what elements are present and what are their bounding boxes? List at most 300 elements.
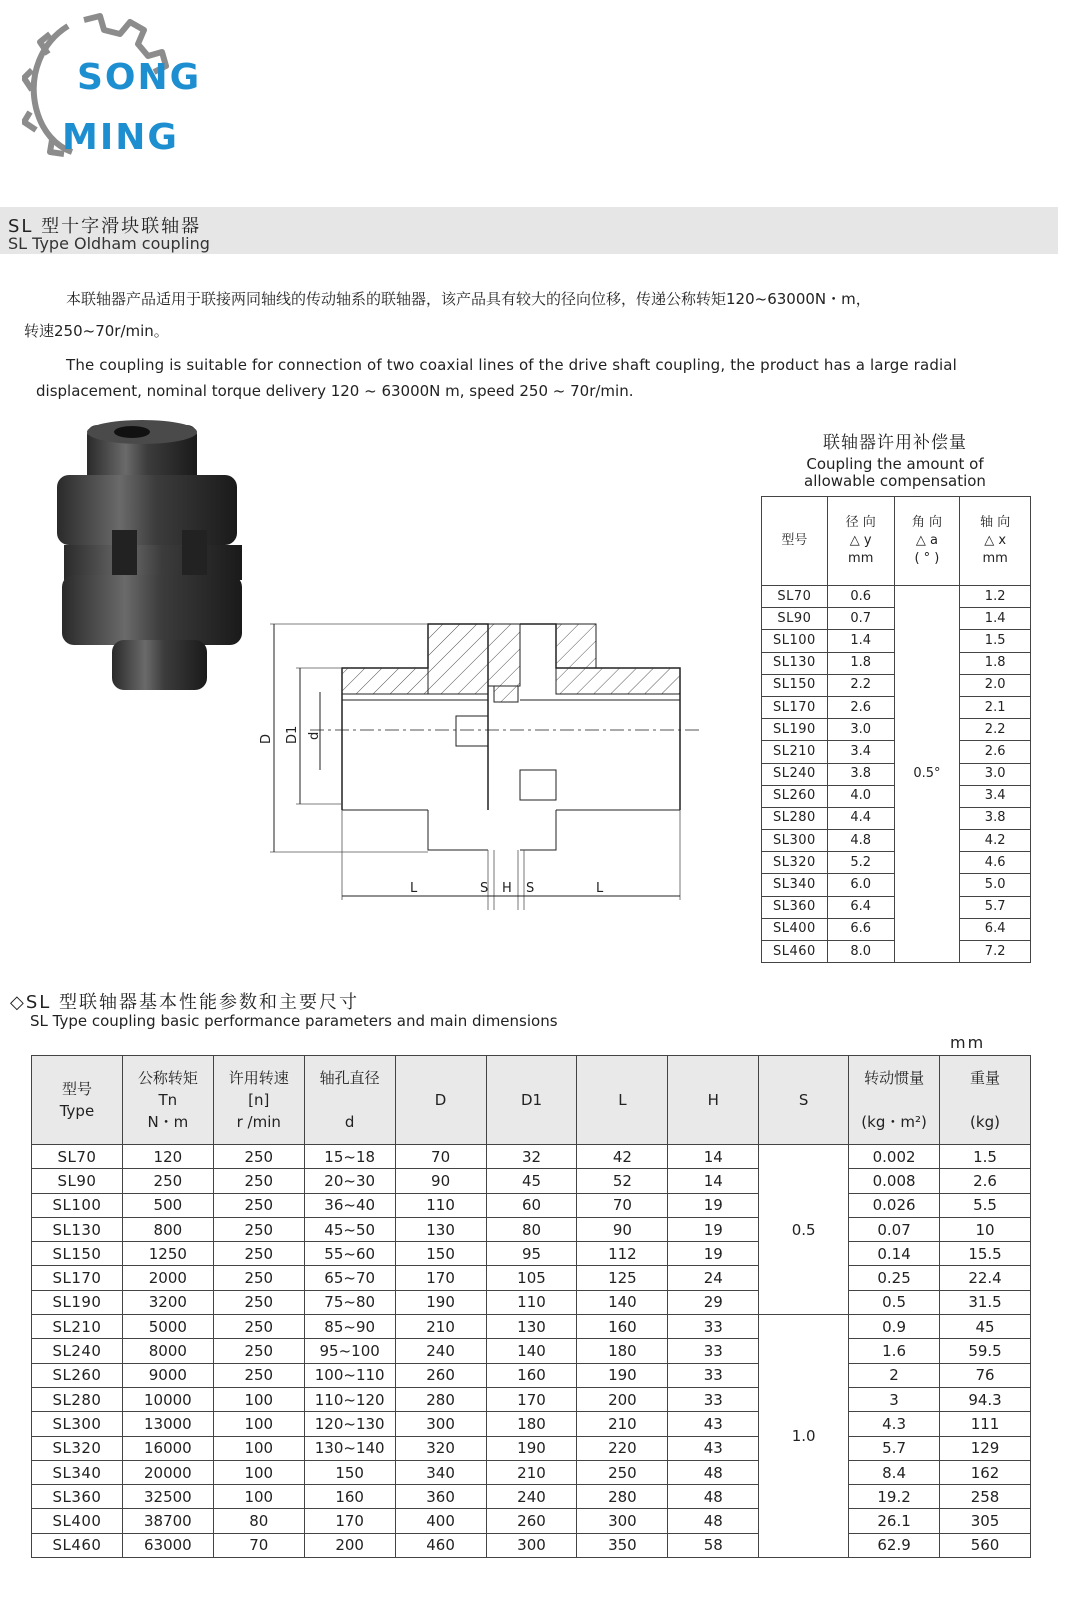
page-title-en: SL Type Oldham coupling	[8, 234, 210, 253]
cell-tn: 5000	[122, 1315, 213, 1339]
header-bore-cn: 轴孔直径	[319, 1069, 380, 1087]
cell-d: 170	[395, 1266, 486, 1290]
cell-l: 90	[577, 1217, 668, 1241]
cell-model: SL340	[32, 1460, 123, 1484]
cell-model: SL70	[32, 1145, 123, 1169]
cell-h: 48	[668, 1509, 759, 1533]
table-row	[32, 1315, 1031, 1339]
header-axial-cn: 轴 向	[980, 515, 1011, 530]
cell-l: 70	[577, 1193, 668, 1217]
cell-h: 33	[668, 1339, 759, 1363]
compensation-title-cn: 联轴器许用补偿量	[823, 433, 967, 453]
cell-weight: 10	[940, 1217, 1031, 1241]
cell-d1: 160	[486, 1363, 577, 1387]
intro-en-line-1: The coupling is suitable for connection of two coaxial lines of the drive shaft coupling, the product has a large radial	[66, 356, 957, 374]
cell-n: 250	[213, 1145, 304, 1169]
cell-model: SL300	[762, 830, 828, 852]
table-row	[32, 1242, 1031, 1266]
cell-h: 19	[668, 1217, 759, 1241]
dim-label-S-right: S	[526, 881, 535, 896]
cell-l: 210	[577, 1412, 668, 1436]
company-logo	[22, 12, 262, 162]
header-radial	[827, 497, 894, 586]
cell-h: 43	[668, 1436, 759, 1460]
cell-model: SL240	[32, 1339, 123, 1363]
cell-model: SL240	[762, 763, 828, 785]
table-row	[32, 1266, 1031, 1290]
cell-tn: 63000	[122, 1533, 213, 1557]
cell-h: 43	[668, 1412, 759, 1436]
cell-axial: 3.4	[960, 785, 1031, 807]
header-S: S	[759, 1056, 849, 1145]
cell-d: 210	[395, 1315, 486, 1339]
cell-d: 15~18	[304, 1145, 395, 1169]
header-torque	[122, 1056, 213, 1145]
cell-n: 70	[213, 1533, 304, 1557]
cell-weight: 162	[940, 1460, 1031, 1484]
cell-model: SL190	[762, 719, 828, 741]
cell-tn: 38700	[122, 1509, 213, 1533]
cell-h: 33	[668, 1387, 759, 1411]
cell-h: 33	[668, 1315, 759, 1339]
cell-radial: 5.2	[827, 852, 894, 874]
header-type	[32, 1056, 123, 1145]
cell-weight: 59.5	[940, 1339, 1031, 1363]
dim-label-D: D	[260, 733, 274, 744]
cell-axial: 5.7	[960, 896, 1031, 918]
cell-d: 280	[395, 1387, 486, 1411]
cell-l: 125	[577, 1266, 668, 1290]
cell-d1: 170	[486, 1387, 577, 1411]
header-torque-unit: N・m	[147, 1113, 189, 1131]
header-bore-symbol: d	[344, 1113, 355, 1131]
header-angular-symbol: △ a	[915, 533, 938, 548]
cell-tn: 2000	[122, 1266, 213, 1290]
cell-d1: 140	[486, 1339, 577, 1363]
cell-d1: 105	[486, 1266, 577, 1290]
cell-l: 190	[577, 1363, 668, 1387]
cell-d: 240	[395, 1339, 486, 1363]
cell-l: 200	[577, 1387, 668, 1411]
cell-d: 70	[395, 1145, 486, 1169]
cell-d: 55~60	[304, 1242, 395, 1266]
page-title-cn: SL 型十字滑块联轴器	[8, 216, 202, 237]
table-row	[32, 1460, 1031, 1484]
main-parameters-table	[31, 1055, 1031, 1558]
cell-d: 320	[395, 1436, 486, 1460]
table-row	[32, 1363, 1031, 1387]
cell-inertia: 0.25	[849, 1266, 940, 1290]
cell-d: 260	[395, 1363, 486, 1387]
cell-axial: 2.2	[960, 719, 1031, 741]
cell-radial: 0.7	[827, 608, 894, 630]
cell-d1: 190	[486, 1436, 577, 1460]
cell-tn: 13000	[122, 1412, 213, 1436]
compensation-table-body	[762, 586, 1031, 963]
cell-radial: 2.6	[827, 696, 894, 718]
cell-d: 90	[395, 1169, 486, 1193]
cell-d1: 130	[486, 1315, 577, 1339]
cell-weight: 258	[940, 1485, 1031, 1509]
cell-model: SL260	[762, 785, 828, 807]
cell-radial: 3.8	[827, 763, 894, 785]
dim-label-H: H	[502, 881, 512, 896]
cell-model: SL190	[32, 1290, 123, 1314]
cell-angular: 0.5°	[894, 586, 960, 963]
cell-d1: 210	[486, 1460, 577, 1484]
intro-en-line-2: displacement, nominal torque delivery 120 ~ 63000N m, speed 250 ~ 70r/min.	[36, 382, 634, 400]
cell-weight: 45	[940, 1315, 1031, 1339]
header-axial	[960, 497, 1031, 586]
cell-axial: 1.8	[960, 652, 1031, 674]
table-row	[32, 1485, 1031, 1509]
cell-axial: 3.8	[960, 807, 1031, 829]
table-row	[32, 1193, 1031, 1217]
cell-d: 400	[395, 1509, 486, 1533]
cell-d1: 45	[486, 1169, 577, 1193]
cell-model: SL340	[762, 874, 828, 896]
cell-d: 130	[395, 1217, 486, 1241]
cell-n: 250	[213, 1315, 304, 1339]
cell-weight: 15.5	[940, 1242, 1031, 1266]
cell-model: SL400	[762, 918, 828, 940]
header-inertia-cn: 转动惯量	[864, 1069, 925, 1087]
cell-tn: 10000	[122, 1387, 213, 1411]
cell-d: 460	[395, 1533, 486, 1557]
cell-model: SL150	[762, 674, 828, 696]
compensation-header-row	[762, 497, 1031, 586]
header-speed	[213, 1056, 304, 1145]
header-L: L	[577, 1056, 668, 1145]
cell-radial: 1.4	[827, 630, 894, 652]
cell-d1: 95	[486, 1242, 577, 1266]
cell-d: 200	[304, 1533, 395, 1557]
cell-weight: 1.5	[940, 1145, 1031, 1169]
cell-d1: 32	[486, 1145, 577, 1169]
cell-h: 33	[668, 1363, 759, 1387]
compensation-title-en-1: Coupling the amount of	[806, 455, 984, 473]
cell-radial: 4.0	[827, 785, 894, 807]
cell-n: 250	[213, 1363, 304, 1387]
header-D1: D1	[486, 1056, 577, 1145]
table-row	[32, 1436, 1031, 1460]
intro-cn-line-2: 转速250~70r/min。	[24, 322, 169, 340]
cell-inertia: 2	[849, 1363, 940, 1387]
header-type-cn: 型号	[61, 1080, 92, 1098]
cell-tn: 16000	[122, 1436, 213, 1460]
cell-model: SL90	[32, 1169, 123, 1193]
cell-axial: 2.6	[960, 741, 1031, 763]
cell-n: 250	[213, 1242, 304, 1266]
cell-model: SL210	[32, 1315, 123, 1339]
cell-n: 100	[213, 1387, 304, 1411]
cell-inertia: 0.14	[849, 1242, 940, 1266]
cell-d: 45~50	[304, 1217, 395, 1241]
cell-weight: 5.5	[940, 1193, 1031, 1217]
cell-tn: 3200	[122, 1290, 213, 1314]
compensation-title-en-2: allowable compensation	[804, 472, 986, 490]
cell-radial: 0.6	[827, 586, 894, 608]
cell-d1: 300	[486, 1533, 577, 1557]
main-table-body	[32, 1145, 1031, 1558]
header-radial-symbol: △ y	[849, 533, 872, 548]
dim-label-d: d	[307, 731, 322, 740]
cell-d: 130~140	[304, 1436, 395, 1460]
cell-radial: 8.0	[827, 941, 894, 963]
header-speed-cn: 许用转速	[228, 1069, 289, 1087]
cell-h: 19	[668, 1193, 759, 1217]
cell-model: SL320	[762, 852, 828, 874]
table-row	[32, 1387, 1031, 1411]
cell-h: 24	[668, 1266, 759, 1290]
cell-inertia: 0.07	[849, 1217, 940, 1241]
cell-radial: 6.6	[827, 918, 894, 940]
cell-l: 250	[577, 1460, 668, 1484]
cell-d1: 80	[486, 1217, 577, 1241]
cell-axial: 1.2	[960, 586, 1031, 608]
cell-axial: 1.5	[960, 630, 1031, 652]
cell-inertia: 4.3	[849, 1412, 940, 1436]
cell-d: 170	[304, 1509, 395, 1533]
cell-tn: 20000	[122, 1460, 213, 1484]
cell-d: 20~30	[304, 1169, 395, 1193]
header-angular	[894, 497, 960, 586]
cell-axial: 3.0	[960, 763, 1031, 785]
header-speed-unit: r /min	[236, 1113, 281, 1131]
cell-inertia: 3	[849, 1387, 940, 1411]
cell-s-group-2: 1.0	[759, 1315, 849, 1558]
cell-model: SL360	[32, 1485, 123, 1509]
cell-l: 140	[577, 1290, 668, 1314]
coupling-photo	[52, 420, 252, 705]
cell-axial: 2.1	[960, 696, 1031, 718]
header-type-en: Type	[59, 1102, 95, 1120]
cell-inertia: 1.6	[849, 1339, 940, 1363]
cell-d: 160	[304, 1485, 395, 1509]
header-weight	[940, 1056, 1031, 1145]
cell-model: SL460	[32, 1533, 123, 1557]
cell-radial: 6.4	[827, 896, 894, 918]
cell-d: 120~130	[304, 1412, 395, 1436]
cell-l: 52	[577, 1169, 668, 1193]
header-weight-cn: 重量	[970, 1069, 1001, 1087]
header-radial-unit: mm	[848, 551, 874, 566]
cell-radial: 6.0	[827, 874, 894, 896]
cell-axial: 7.2	[960, 941, 1031, 963]
header-axial-unit: mm	[982, 551, 1008, 566]
cell-model: SL320	[32, 1436, 123, 1460]
cell-l: 160	[577, 1315, 668, 1339]
header-axial-symbol: △ x	[984, 533, 1007, 548]
cell-tn: 120	[122, 1145, 213, 1169]
compensation-table	[761, 496, 1031, 963]
dim-label-L-right: L	[596, 881, 604, 896]
cell-d: 150	[304, 1460, 395, 1484]
cell-inertia: 5.7	[849, 1436, 940, 1460]
cell-model: SL170	[762, 696, 828, 718]
cell-l: 112	[577, 1242, 668, 1266]
dim-label-S-left: S	[480, 881, 489, 896]
cell-inertia: 0.008	[849, 1169, 940, 1193]
cell-model: SL70	[762, 586, 828, 608]
cell-model: SL360	[762, 896, 828, 918]
cell-tn: 250	[122, 1169, 213, 1193]
cell-weight: 31.5	[940, 1290, 1031, 1314]
cell-tn: 9000	[122, 1363, 213, 1387]
coupling-section-drawing	[260, 620, 730, 930]
table-row	[32, 1145, 1031, 1169]
cell-tn: 500	[122, 1193, 213, 1217]
header-bore	[304, 1056, 395, 1145]
intro-cn-line-1: 本联轴器产品适用于联接两同轴线的传动轴系的联轴器，该产品具有较大的径向位移，传递公称转矩120~63000N・m，	[66, 290, 871, 308]
cell-n: 100	[213, 1412, 304, 1436]
cell-d: 65~70	[304, 1266, 395, 1290]
cell-model: SL260	[32, 1363, 123, 1387]
table-row	[32, 1217, 1031, 1241]
main-table-unit: mm	[950, 1033, 986, 1052]
cell-inertia: 26.1	[849, 1509, 940, 1533]
header-radial-cn: 径 向	[845, 515, 876, 530]
cell-n: 250	[213, 1217, 304, 1241]
cell-h: 14	[668, 1169, 759, 1193]
header-speed-symbol: [n]	[248, 1091, 270, 1109]
cell-tn: 1250	[122, 1242, 213, 1266]
cell-inertia: 0.002	[849, 1145, 940, 1169]
cell-model: SL280	[762, 807, 828, 829]
cell-d1: 260	[486, 1509, 577, 1533]
cell-n: 250	[213, 1266, 304, 1290]
cell-model: SL150	[32, 1242, 123, 1266]
cell-tn: 32500	[122, 1485, 213, 1509]
cell-d: 85~90	[304, 1315, 395, 1339]
header-H: H	[668, 1056, 759, 1145]
cell-axial: 4.2	[960, 830, 1031, 852]
table-row	[32, 1169, 1031, 1193]
cell-radial: 2.2	[827, 674, 894, 696]
cell-d: 110~120	[304, 1387, 395, 1411]
cell-axial: 2.0	[960, 674, 1031, 696]
cell-weight: 560	[940, 1533, 1031, 1557]
cell-weight: 2.6	[940, 1169, 1031, 1193]
cell-h: 58	[668, 1533, 759, 1557]
cell-n: 100	[213, 1485, 304, 1509]
cell-l: 280	[577, 1485, 668, 1509]
logo-text-ming: MING	[62, 117, 179, 158]
cell-h: 19	[668, 1242, 759, 1266]
dim-label-D1: D1	[285, 725, 300, 744]
cell-d: 150	[395, 1242, 486, 1266]
table-row	[762, 586, 1031, 608]
header-torque-cn: 公称转矩	[137, 1069, 198, 1087]
cell-s-group-1: 0.5	[759, 1145, 849, 1315]
cell-radial: 3.4	[827, 741, 894, 763]
cell-d1: 60	[486, 1193, 577, 1217]
header-angular-cn: 角 向	[911, 515, 942, 530]
cell-h: 29	[668, 1290, 759, 1314]
header-inertia	[849, 1056, 940, 1145]
cell-weight: 22.4	[940, 1266, 1031, 1290]
main-header-row	[32, 1056, 1031, 1145]
cell-d: 110	[395, 1193, 486, 1217]
cell-axial: 6.4	[960, 918, 1031, 940]
cell-model: SL130	[762, 652, 828, 674]
cell-h: 48	[668, 1460, 759, 1484]
cell-model: SL280	[32, 1387, 123, 1411]
cell-axial: 5.0	[960, 874, 1031, 896]
cell-weight: 111	[940, 1412, 1031, 1436]
header-weight-unit: (kg)	[970, 1113, 1000, 1131]
cell-d: 36~40	[304, 1193, 395, 1217]
cell-d: 100~110	[304, 1363, 395, 1387]
cell-model: SL100	[32, 1193, 123, 1217]
cell-d: 340	[395, 1460, 486, 1484]
cell-model: SL100	[762, 630, 828, 652]
cell-d: 75~80	[304, 1290, 395, 1314]
cell-inertia: 19.2	[849, 1485, 940, 1509]
cell-inertia: 0.9	[849, 1315, 940, 1339]
cell-h: 48	[668, 1485, 759, 1509]
cell-d: 360	[395, 1485, 486, 1509]
table-row	[32, 1412, 1031, 1436]
cell-l: 300	[577, 1509, 668, 1533]
header-torque-symbol: Tn	[158, 1091, 178, 1109]
cell-weight: 129	[940, 1436, 1031, 1460]
cell-weight: 94.3	[940, 1387, 1031, 1411]
cell-radial: 3.0	[827, 719, 894, 741]
cell-h: 14	[668, 1145, 759, 1169]
cell-model: SL210	[762, 741, 828, 763]
cell-model: SL300	[32, 1412, 123, 1436]
cell-model: SL130	[32, 1217, 123, 1241]
cell-model: SL170	[32, 1266, 123, 1290]
cell-n: 250	[213, 1339, 304, 1363]
table-row	[32, 1339, 1031, 1363]
cell-inertia: 62.9	[849, 1533, 940, 1557]
header-D: D	[395, 1056, 486, 1145]
header-inertia-unit: (kg・m²)	[861, 1113, 927, 1131]
table-row	[32, 1509, 1031, 1533]
table-row	[32, 1533, 1031, 1557]
cell-tn: 8000	[122, 1339, 213, 1363]
cell-d1: 110	[486, 1290, 577, 1314]
cell-d1: 240	[486, 1485, 577, 1509]
cell-l: 350	[577, 1533, 668, 1557]
cell-axial: 1.4	[960, 608, 1031, 630]
cell-weight: 76	[940, 1363, 1031, 1387]
main-table-title-en: SL Type coupling basic performance parameters and main dimensions	[30, 1012, 558, 1030]
cell-n: 80	[213, 1509, 304, 1533]
logo-text-song: SONG	[77, 57, 202, 98]
cell-n: 250	[213, 1193, 304, 1217]
cell-inertia: 0.026	[849, 1193, 940, 1217]
cell-radial: 4.4	[827, 807, 894, 829]
cell-n: 100	[213, 1460, 304, 1484]
dim-label-L-left: L	[410, 881, 418, 896]
cell-d1: 180	[486, 1412, 577, 1436]
cell-model: SL400	[32, 1509, 123, 1533]
cell-l: 180	[577, 1339, 668, 1363]
cell-n: 100	[213, 1436, 304, 1460]
cell-model: SL90	[762, 608, 828, 630]
table-row	[32, 1290, 1031, 1314]
cell-radial: 1.8	[827, 652, 894, 674]
cell-model: SL460	[762, 941, 828, 963]
cell-d: 300	[395, 1412, 486, 1436]
cell-inertia: 8.4	[849, 1460, 940, 1484]
cell-axial: 4.6	[960, 852, 1031, 874]
cell-n: 250	[213, 1169, 304, 1193]
cell-weight: 305	[940, 1509, 1031, 1533]
